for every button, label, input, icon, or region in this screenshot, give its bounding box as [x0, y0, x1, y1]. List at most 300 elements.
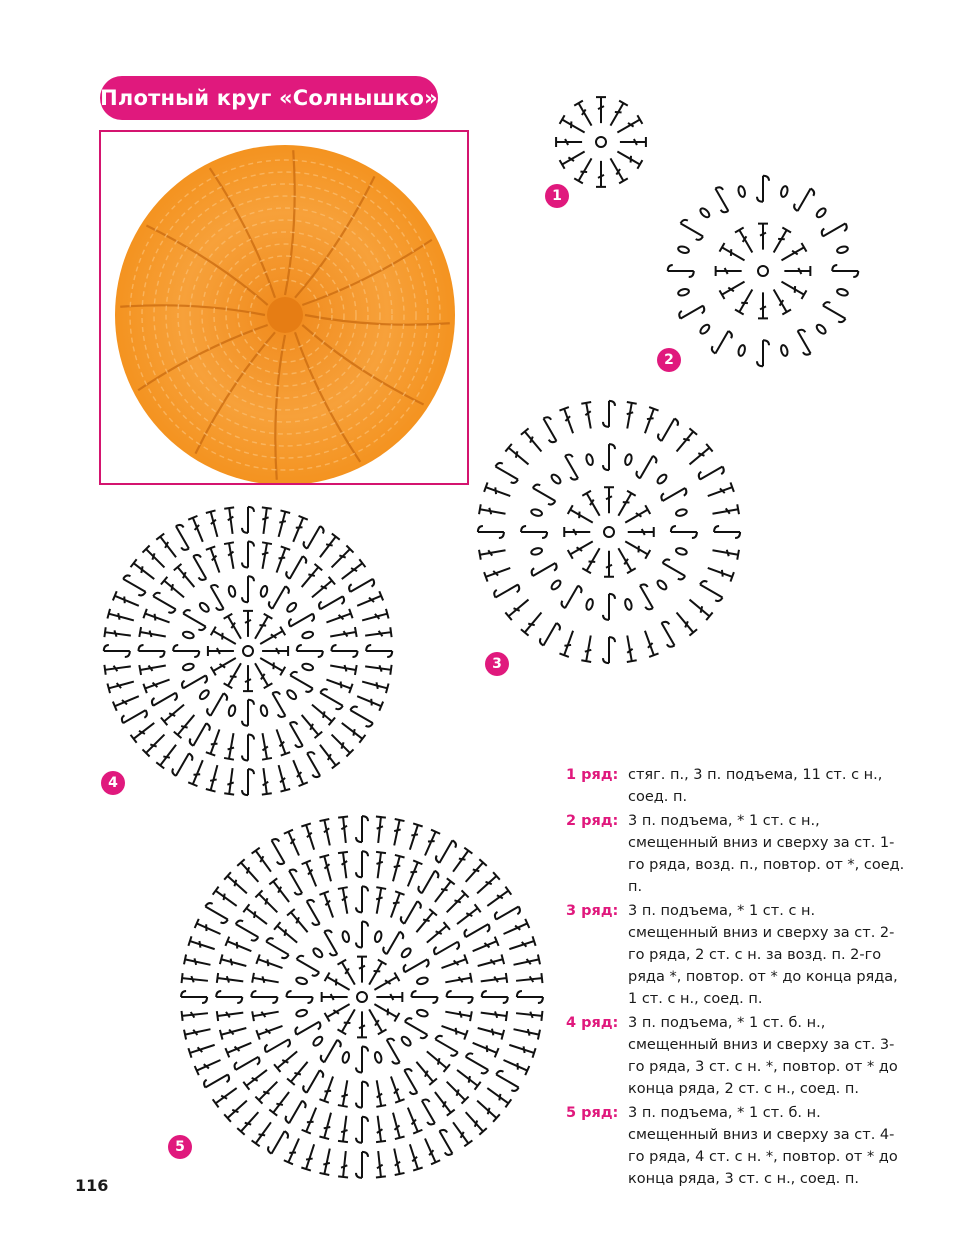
double-crochet-symbol	[262, 646, 288, 656]
double-crochet-symbol	[274, 510, 290, 538]
post-stitch-symbol	[792, 186, 815, 215]
double-crochet-symbol	[284, 1136, 304, 1164]
double-crochet-symbol	[559, 629, 577, 657]
chain-stitch-symbol	[780, 344, 789, 356]
double-crochet-symbol	[309, 701, 335, 725]
double-crochet-symbol	[372, 973, 400, 995]
double-crochet-symbol	[735, 287, 757, 315]
double-crochet-symbol	[224, 661, 246, 689]
chain-stitch-symbol	[737, 185, 746, 197]
double-crochet-symbol	[225, 1038, 253, 1057]
post-stitch-symbol	[417, 1098, 440, 1127]
row-label: 3 ряд:	[566, 903, 619, 919]
row-text: стяг. п., 3 п. подъема, 11 ст. с н., соед. п.	[628, 767, 883, 805]
double-crochet-symbol	[258, 507, 271, 534]
chain-stitch-symbol	[677, 288, 689, 297]
post-stitch-symbol	[434, 837, 457, 866]
double-crochet-symbol	[188, 936, 216, 954]
magic-ring-symbol	[596, 137, 606, 147]
chain-stitch-symbol	[624, 454, 633, 466]
double-crochet-symbol	[389, 1147, 404, 1175]
chain-stitch-symbol	[416, 1009, 428, 1018]
double-crochet-symbol	[462, 1109, 487, 1135]
double-crochet-symbol	[206, 728, 224, 756]
double-crochet-symbol	[338, 1151, 351, 1178]
double-crochet-symbol	[413, 1059, 437, 1085]
post-stitch-symbol	[417, 868, 440, 897]
double-crochet-symbol	[143, 609, 171, 627]
double-crochet-symbol	[712, 545, 739, 559]
double-crochet-symbol	[338, 817, 351, 844]
double-crochet-symbol	[213, 1084, 240, 1107]
post-stitch-symbol	[517, 991, 543, 1003]
post-stitch-symbol	[656, 415, 679, 444]
chain-stitch-symbol	[198, 689, 210, 701]
post-stitch-symbol	[356, 1117, 368, 1143]
double-crochet-symbol	[256, 954, 284, 972]
double-crochet-symbol	[443, 890, 468, 915]
post-stitch-symbol	[120, 574, 149, 597]
double-crochet-symbol	[328, 546, 353, 571]
chain-stitch-symbol	[302, 663, 314, 672]
double-crochet-symbol	[614, 491, 636, 519]
post-stitch-symbol	[171, 523, 194, 552]
double-crochet-symbol	[339, 719, 366, 743]
double-crochet-symbol	[237, 1109, 262, 1135]
double-crochet-symbol	[574, 101, 596, 129]
post-stitch-symbol	[832, 265, 858, 277]
post-stitch-symbol	[242, 507, 254, 533]
double-crochet-symbol	[361, 609, 389, 625]
double-crochet-symbol	[388, 1111, 404, 1139]
double-crochet-symbol	[287, 909, 311, 935]
chain-stitch-symbol	[260, 705, 269, 717]
double-crochet-symbol	[206, 764, 222, 792]
double-crochet-symbol	[301, 823, 319, 851]
double-crochet-symbol	[143, 675, 171, 693]
post-stitch-symbol	[347, 574, 376, 597]
double-crochet-symbol	[471, 937, 499, 956]
double-crochet-symbol	[386, 891, 404, 919]
post-stitch-symbol	[660, 483, 689, 506]
double-crochet-symbol	[758, 292, 768, 318]
double-crochet-symbol	[206, 510, 222, 538]
chain-stitch-symbol	[677, 245, 689, 254]
double-crochet-symbol	[673, 428, 697, 454]
double-crochet-symbol	[615, 115, 643, 137]
post-stitch-symbol	[317, 591, 346, 614]
double-crochet-symbol	[471, 1038, 499, 1057]
double-crochet-symbol	[195, 919, 223, 939]
page-title: Плотный круг «Солнышко»	[100, 76, 438, 120]
double-crochet-symbol	[454, 904, 481, 928]
double-crochet-symbol	[440, 954, 468, 972]
double-crochet-symbol	[516, 973, 543, 986]
double-crochet-symbol	[476, 954, 504, 970]
double-crochet-symbol	[640, 407, 658, 435]
double-crochet-symbol	[556, 137, 582, 147]
chain-stitch-symbol	[416, 977, 428, 986]
instructions-list	[566, 764, 906, 1192]
double-crochet-symbol	[224, 1097, 250, 1122]
double-crochet-symbol	[107, 609, 135, 625]
chain-stitch-symbol	[296, 1009, 308, 1018]
post-stitch-symbol	[188, 720, 211, 749]
double-crochet-symbol	[372, 1000, 400, 1022]
double-crochet-symbol	[686, 596, 712, 620]
row-label: 1 ряд:	[566, 767, 619, 783]
double-crochet-symbol	[139, 627, 166, 641]
diagram-2-badge: 2	[657, 348, 681, 372]
chain-stitch-symbol	[286, 601, 298, 613]
double-crochet-symbol	[596, 97, 606, 123]
double-crochet-symbol	[272, 546, 290, 574]
double-crochet-symbol	[521, 609, 545, 635]
post-stitch-symbol	[399, 1067, 422, 1096]
chart-symbols	[668, 176, 859, 367]
post-stitch-symbol	[251, 991, 277, 1003]
chain-stitch-symbol	[531, 508, 543, 517]
double-crochet-symbol	[769, 287, 791, 315]
double-crochet-symbol	[217, 973, 244, 986]
instruction-row-4	[566, 1012, 906, 1100]
double-crochet-symbol	[622, 635, 636, 662]
double-crochet-symbol	[224, 507, 237, 534]
double-crochet-symbol	[328, 731, 353, 756]
crochet-diagram-2	[654, 162, 872, 384]
chain-stitch-symbol	[656, 579, 668, 591]
post-stitch-symbol	[139, 645, 165, 657]
double-crochet-symbol	[269, 878, 293, 905]
double-crochet-symbol	[269, 1089, 293, 1116]
double-crochet-symbol	[405, 1143, 423, 1171]
post-stitch-symbol	[671, 526, 697, 538]
double-crochet-symbol	[413, 909, 437, 935]
double-crochet-symbol	[243, 904, 270, 928]
instruction-row-1	[566, 764, 906, 808]
post-stitch-symbol	[792, 328, 815, 357]
post-stitch-symbol	[302, 750, 325, 779]
double-crochet-symbol	[508, 936, 536, 954]
double-crochet-symbol	[376, 992, 402, 1002]
post-stitch-symbol	[521, 526, 547, 538]
double-crochet-symbol	[512, 1024, 540, 1039]
post-stitch-symbol	[463, 1052, 492, 1075]
orange-crochet-circle-photo	[101, 132, 467, 483]
double-crochet-symbol	[143, 731, 168, 756]
post-stitch-symbol	[356, 886, 368, 912]
double-crochet-symbol	[606, 101, 628, 129]
chart-round-4	[98, 501, 398, 801]
double-crochet-symbol	[338, 1007, 360, 1035]
double-crochet-symbol	[255, 1078, 280, 1103]
double-crochet-symbol	[287, 1059, 311, 1085]
double-crochet-symbol	[365, 960, 387, 988]
row-text: 3 п. подъема, * 1 ст. б. н., смещенный вниз и сверху за ст. 3-го ряда, 3 ст. с н. *, повтор. от * до конца ряда, 2 ст. с н., соед. п.	[628, 1015, 898, 1097]
post-stitch-symbol	[150, 688, 179, 711]
double-crochet-symbol	[357, 1011, 367, 1037]
chain-stitch-symbol	[675, 508, 687, 517]
double-crochet-symbol	[188, 1040, 216, 1058]
double-crochet-symbol	[623, 505, 651, 527]
double-crochet-symbol	[325, 675, 353, 693]
post-stitch-symbol	[356, 1152, 368, 1178]
chain-stitch-symbol	[550, 579, 562, 591]
double-crochet-symbol	[596, 161, 606, 187]
post-stitch-symbol	[347, 705, 376, 728]
double-crochet-symbol	[174, 712, 198, 738]
double-crochet-symbol	[213, 887, 240, 910]
chain-stitch-symbol	[780, 185, 789, 197]
double-crochet-symbol	[582, 491, 604, 519]
post-stitch-symbol	[463, 919, 492, 942]
chart-round-5	[175, 810, 549, 1184]
double-crochet-symbol	[224, 872, 250, 897]
double-crochet-symbol	[251, 661, 273, 689]
double-crochet-symbol	[365, 1007, 387, 1035]
post-stitch-symbol	[411, 991, 437, 1003]
double-crochet-symbol	[224, 614, 246, 642]
double-crochet-symbol	[373, 852, 386, 879]
row-text: 3 п. подъема, * 1 ст. с н. смещенный вниз и сверху за ст. 2-го ряда, 2 ст. с н. за возд. п. 2-го ряда *, повтор. от * до конца ряда, 1 ст. с н., соед. п.	[628, 903, 898, 1007]
chart-round-1	[545, 86, 657, 198]
double-crochet-symbol	[474, 872, 500, 897]
double-crochet-symbol	[143, 546, 168, 571]
post-stitch-symbol	[263, 1034, 292, 1057]
post-stitch-symbol	[285, 720, 308, 749]
double-crochet-symbol	[361, 677, 389, 693]
double-crochet-symbol	[319, 1147, 334, 1175]
chain-stitch-symbol	[656, 473, 668, 485]
double-crochet-symbol	[581, 402, 595, 429]
double-crochet-symbol	[316, 534, 340, 561]
double-crochet-symbol	[480, 973, 507, 986]
post-stitch-symbol	[301, 1067, 324, 1096]
chain-stitch-symbol	[302, 631, 314, 640]
double-crochet-symbol	[606, 156, 628, 184]
post-stitch-symbol	[266, 1128, 289, 1157]
post-stitch-symbol	[242, 576, 254, 602]
double-crochet-symbol	[779, 277, 807, 299]
chain-stitch-symbol	[737, 344, 746, 356]
double-crochet-symbol	[784, 266, 810, 276]
post-stitch-symbol	[757, 176, 769, 202]
double-crochet-symbol	[431, 1089, 455, 1116]
double-crochet-symbol	[211, 654, 239, 676]
double-crochet-symbol	[338, 852, 351, 879]
post-stitch-symbol	[635, 453, 658, 482]
post-stitch-symbol	[678, 300, 707, 323]
double-crochet-symbol	[319, 1075, 337, 1103]
post-stitch-symbol	[635, 583, 658, 612]
post-stitch-symbol	[710, 328, 733, 357]
double-crochet-symbol	[274, 764, 290, 792]
post-stitch-symbol	[432, 1034, 461, 1057]
magic-ring-symbol	[243, 646, 253, 656]
chain-stitch-symbol	[836, 245, 848, 254]
double-crochet-symbol	[182, 973, 209, 986]
double-crochet-symbol	[449, 848, 472, 875]
double-crochet-symbol	[568, 505, 596, 527]
double-crochet-symbol	[474, 1097, 500, 1122]
double-crochet-symbol	[758, 224, 768, 250]
double-crochet-symbol	[501, 919, 529, 939]
chain-stitch-symbol	[400, 1035, 412, 1047]
double-crochet-symbol	[302, 860, 321, 888]
double-crochet-symbol	[559, 407, 577, 435]
post-stitch-symbol	[216, 991, 242, 1003]
diagram-5-badge: 5	[168, 1135, 192, 1159]
double-crochet-symbol	[405, 823, 423, 851]
double-crochet-symbol	[505, 444, 531, 468]
double-crochet-symbol	[104, 661, 131, 674]
post-stitch-symbol	[434, 1128, 457, 1157]
post-stitch-symbol	[266, 837, 289, 866]
double-crochet-symbol	[769, 227, 791, 255]
chain-stitch-symbol	[182, 631, 194, 640]
double-crochet-symbol	[403, 860, 422, 888]
double-crochet-symbol	[355, 591, 383, 610]
post-stitch-symbol	[284, 868, 307, 897]
post-stitch-symbol	[757, 340, 769, 366]
double-crochet-symbol	[431, 878, 455, 905]
diagram-4-badge: 4	[101, 771, 125, 795]
double-crochet-symbol	[208, 646, 234, 656]
double-crochet-symbol	[388, 855, 404, 883]
double-crochet-symbol	[325, 609, 353, 627]
chain-stitch-symbol	[836, 288, 848, 297]
chain-stitch-symbol	[585, 598, 594, 610]
double-crochet-symbol	[243, 611, 253, 637]
chain-stitch-symbol	[228, 705, 237, 717]
double-crochet-symbol	[581, 635, 595, 662]
post-stitch-symbol	[287, 991, 313, 1003]
post-stitch-symbol	[242, 734, 254, 760]
crochet-diagram-3	[467, 390, 751, 678]
chain-stitch-symbol	[296, 977, 308, 986]
double-crochet-symbol	[224, 732, 238, 759]
post-stitch-symbol	[181, 991, 207, 1003]
double-crochet-symbol	[424, 922, 450, 946]
post-stitch-symbol	[284, 1098, 307, 1127]
double-crochet-symbol	[131, 719, 158, 743]
double-crochet-symbol	[372, 1079, 386, 1106]
double-crochet-symbol	[113, 692, 141, 711]
double-crochet-symbol	[316, 742, 340, 769]
post-stitch-symbol	[538, 620, 561, 649]
double-crochet-symbol	[174, 564, 198, 590]
double-crochet-symbol	[449, 1119, 472, 1146]
double-crochet-symbol	[484, 1084, 511, 1107]
double-crochet-symbol	[298, 564, 322, 590]
chain-stitch-symbol	[312, 947, 324, 959]
chain-stitch-symbol	[550, 473, 562, 485]
double-crochet-symbol	[161, 701, 187, 725]
crochet-diagram-4	[98, 501, 398, 805]
post-stitch-symbol	[188, 553, 211, 582]
double-crochet-symbol	[574, 156, 596, 184]
post-stitch-symbol	[482, 991, 508, 1003]
double-crochet-symbol	[716, 266, 742, 276]
double-crochet-symbol	[735, 227, 757, 255]
post-stitch-symbol	[603, 637, 615, 663]
double-crochet-symbol	[338, 1115, 351, 1142]
row-label: 2 ряд:	[566, 813, 619, 829]
double-crochet-symbol	[274, 1048, 300, 1072]
double-crochet-symbol	[712, 504, 739, 518]
double-crochet-symbol	[243, 1066, 270, 1090]
double-crochet-symbol	[719, 277, 747, 299]
post-stitch-symbol	[710, 186, 733, 215]
double-crochet-symbol	[568, 537, 596, 559]
double-crochet-symbol	[357, 957, 367, 983]
instruction-row-2	[566, 810, 906, 898]
double-crochet-symbol	[622, 402, 636, 429]
double-crochet-symbol	[211, 627, 239, 649]
post-stitch-symbol	[603, 401, 615, 427]
double-crochet-symbol	[686, 444, 712, 468]
double-crochet-symbol	[604, 487, 614, 513]
chain-stitch-symbol	[374, 1051, 383, 1063]
double-crochet-symbol	[338, 1079, 352, 1106]
post-stitch-symbol	[356, 1082, 368, 1108]
chain-stitch-symbol	[182, 663, 194, 672]
double-crochet-symbol	[224, 542, 238, 569]
chain-stitch-symbol	[675, 547, 687, 556]
post-stitch-symbol	[242, 700, 254, 726]
post-stitch-symbol	[150, 591, 179, 614]
post-stitch-symbol	[493, 901, 522, 924]
post-stitch-symbol	[233, 1052, 262, 1075]
double-crochet-symbol	[272, 728, 290, 756]
double-crochet-symbol	[184, 954, 212, 969]
chain-stitch-symbol	[342, 931, 351, 943]
post-stitch-symbol	[656, 620, 679, 649]
double-crochet-symbol	[673, 609, 697, 635]
instruction-row-5	[566, 1102, 906, 1190]
double-crochet-symbol	[258, 542, 272, 569]
post-stitch-symbol	[242, 769, 254, 795]
double-crochet-symbol	[224, 768, 237, 795]
double-crochet-symbol	[615, 147, 643, 169]
instruction-row-3	[566, 900, 906, 1010]
post-stitch-symbol	[356, 851, 368, 877]
double-crochet-symbol	[258, 654, 286, 676]
post-stitch-symbol	[714, 526, 740, 538]
double-crochet-symbol	[484, 563, 512, 581]
chart-round-2	[654, 162, 872, 380]
double-crochet-symbol	[386, 1075, 404, 1103]
post-stitch-symbol	[173, 645, 199, 657]
magic-ring-symbol	[604, 527, 614, 537]
double-crochet-symbol	[484, 887, 511, 910]
chain-stitch-symbol	[699, 323, 711, 335]
double-crochet-symbol	[480, 1008, 507, 1021]
double-crochet-symbol	[243, 665, 253, 691]
post-stitch-symbol	[678, 218, 707, 241]
double-crochet-symbol	[217, 1008, 244, 1021]
post-stitch-symbol	[603, 594, 615, 620]
double-crochet-symbol	[564, 527, 590, 537]
post-stitch-symbol	[697, 461, 726, 484]
post-stitch-symbol	[603, 444, 615, 470]
double-crochet-symbol	[298, 712, 322, 738]
chain-stitch-symbol	[312, 1035, 324, 1047]
double-crochet-symbol	[403, 1106, 422, 1134]
post-stitch-symbol	[530, 483, 559, 506]
chain-stitch-symbol	[400, 947, 412, 959]
yarn-photo-frame	[99, 130, 469, 485]
